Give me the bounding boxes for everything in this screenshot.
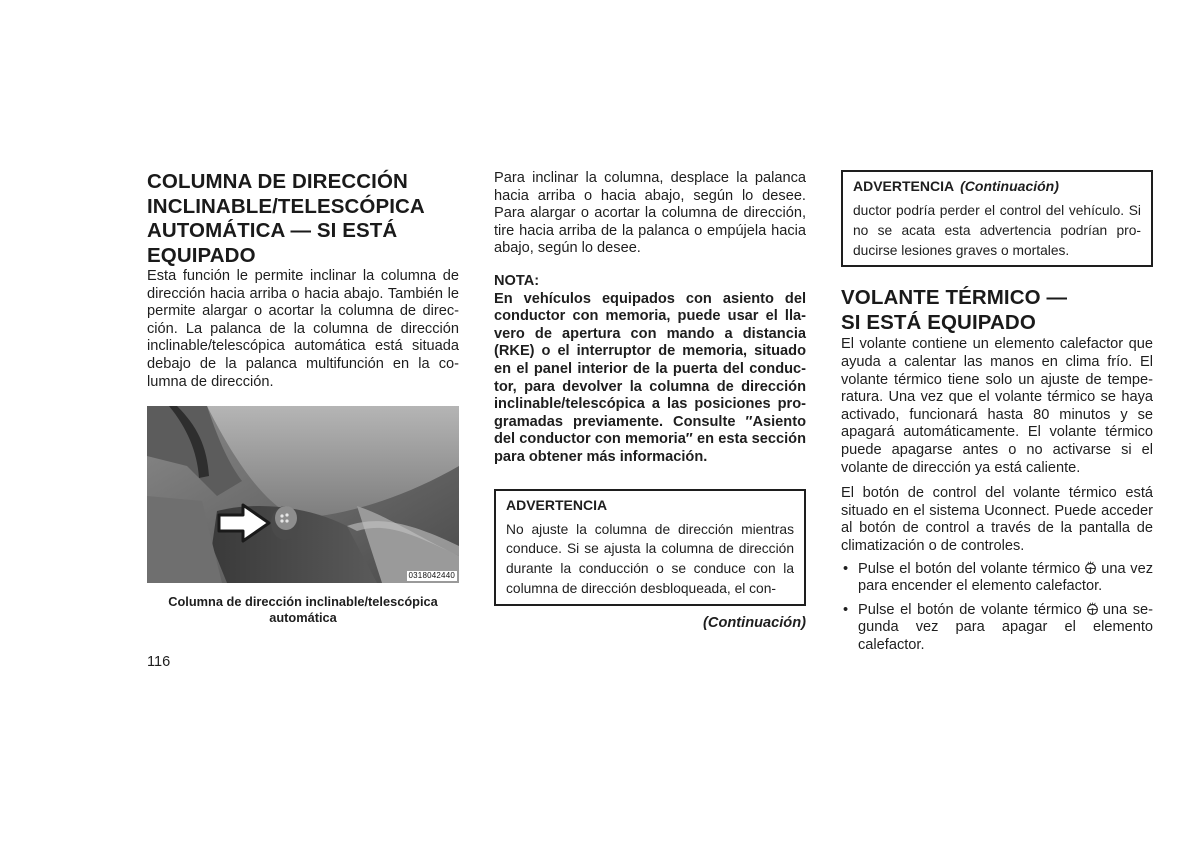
- warning-continued-label: (Continuación): [960, 178, 1059, 194]
- warning-title: ADVERTENCIA: [853, 178, 955, 194]
- left-column: [147, 170, 459, 625]
- step-text-after: una se-gunda vez para apagar el elemento calefactor.: [858, 601, 1153, 653]
- figure-code: 0318042440: [408, 571, 455, 581]
- warning-box: [494, 489, 806, 606]
- note-label: NOTA:: [494, 272, 540, 289]
- figure-caption: Columna de dirección inclinable/telescópica automática: [168, 594, 438, 625]
- middle-column: [494, 170, 806, 632]
- heated-steering-wheel-icon: [1086, 602, 1099, 615]
- list-item: [841, 602, 1153, 655]
- right-column: [841, 170, 1153, 660]
- bullet-dot: •: [843, 560, 849, 577]
- heated-wheel-steps: [841, 561, 1153, 655]
- tilt-column-intro: Esta función le permite inclinar la columna de dirección hacia arriba o hacia abajo. También le permite alargar o acortar la columna de direc-ción. La palanca de la columna de dirección inclinable/telescópica automática está situada debajo de la palanca multifunción en la co-lumna de dirección.: [147, 268, 459, 390]
- steering-column-photo: [147, 406, 459, 583]
- step-text-before: Pulse el botón del volante térmico: [858, 560, 1081, 577]
- continued-label: (Continuación): [703, 614, 806, 631]
- page-number: 116: [147, 654, 171, 670]
- bullet-dot: •: [843, 601, 849, 618]
- step-text-before: Pulse el botón de volante térmico: [858, 601, 1082, 618]
- heated-wheel-control-location: El botón de control del volante térmico está situado en el sistema Uconnect. Puede acceder al botón de control a través de la pantalla de climatización o de controles.: [841, 485, 1153, 554]
- steering-column-illustration: [147, 406, 459, 583]
- warning-box-continued: [841, 170, 1153, 267]
- section-title-heated-wheel: VOLANTE TÉRMICO — SI ESTÁ EQUIPADO: [841, 286, 1068, 334]
- note-text: En vehículos equipados con asiento del conductor con memoria, puede usar el lla-vero de apertura con mando a distancia (RKE) o el interruptor de memoria, situado en el panel interior de la puerta del conduc-tor, para devolver la columna de dirección inclinable/telescópica a las posiciones pro-gramadas previamente. Consulte ″Asiento del conductor con memoria″ en esta sección para obtener más información.: [494, 290, 806, 465]
- warning-title-continued: [843, 172, 1151, 198]
- tilt-instructions: Para inclinar la columna, desplace la palanca hacia arriba o hacia abajo, según lo desee. Para alargar o acortar la columna de dirección, tire hacia arriba de la palanca o empújela hacia abajo, según lo desee.: [494, 170, 806, 257]
- heated-wheel-intro: El volante contiene un elemento calefactor que ayuda a calentar las manos en clima frío. El volante térmico tiene solo un ajuste de tempe-ratura. Una vez que el volante térmico se haya activado, funcionará hasta 80 minutos y se apagará automáticamente. El volante térmico puede apagarse antes o no activarse si el volante de dirección ya está caliente.: [841, 336, 1153, 476]
- heated-steering-wheel-icon: [1084, 561, 1097, 574]
- list-item: [841, 561, 1153, 596]
- warning-text: No ajuste la columna de dirección mientras conduce. Si se ajusta la columna de dirección durante la conducción o se conduce con la columna de dirección desbloqueada, el con-: [506, 521, 794, 596]
- step-text-after: una vez para encender el elemento calefactor.: [858, 560, 1153, 595]
- section-title-tilt-column: COLUMNA DE DIRECCIÓN INCLINABLE/TELESCÓPICA AUTOMÁTICA — SI ESTÁ EQUIPADO: [147, 170, 425, 267]
- warning-text-continued: ductor podría perder el control del vehículo. Si no se acata esta advertencia podrían pro-ducirse lesiones graves o mortales.: [853, 203, 1141, 258]
- warning-title: ADVERTENCIA: [506, 496, 608, 513]
